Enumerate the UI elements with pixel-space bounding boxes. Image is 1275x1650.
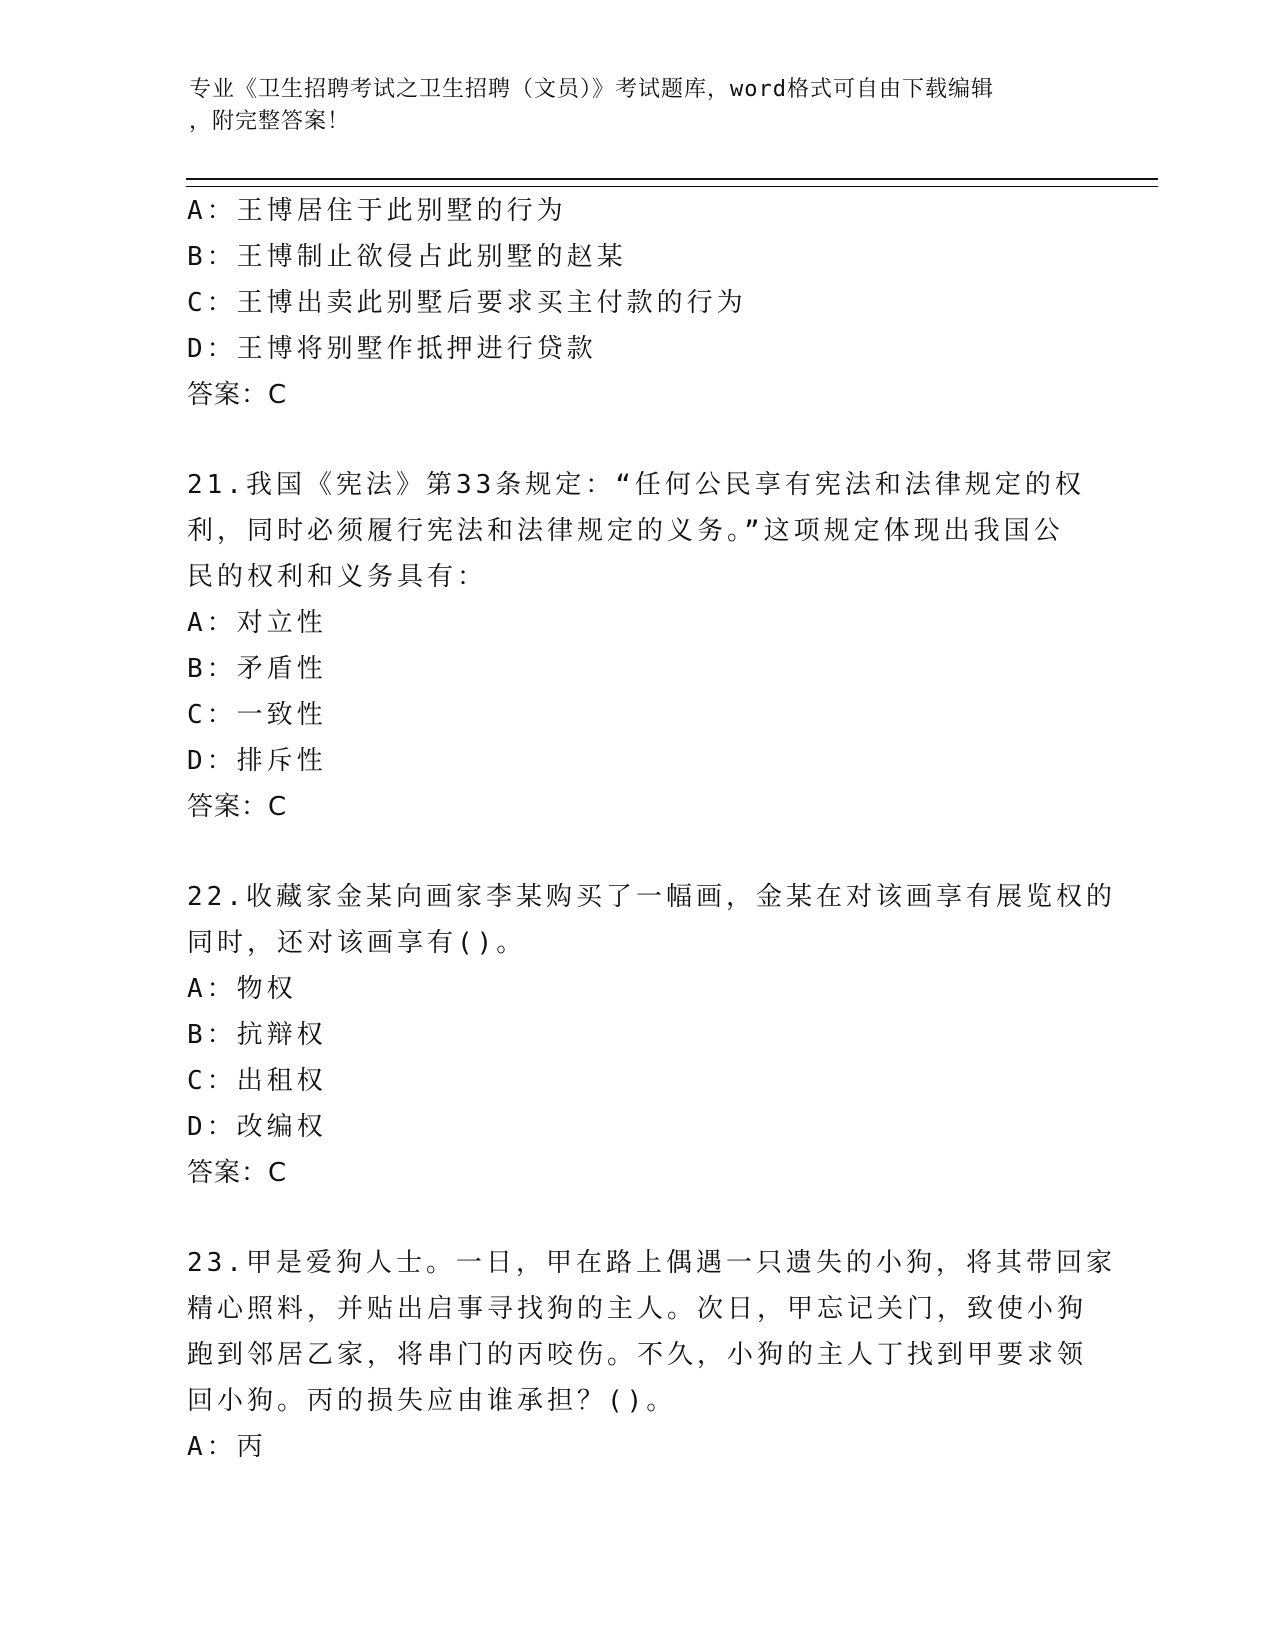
option-b: B：王博制止欲侵占此别墅的赵某	[187, 242, 627, 272]
option-b: B：矛盾性	[187, 654, 327, 684]
option-a: A：丙	[187, 1432, 267, 1462]
header-divider	[186, 178, 1158, 187]
question-23	[187, 1240, 1116, 1470]
header-line-1: 专业《卫生招聘考试之卫生招聘（文员）》考试题库，word格式可自由下载编辑	[189, 77, 994, 102]
option-b: B：抗辩权	[187, 1020, 327, 1050]
option-c: C：一致性	[187, 700, 327, 730]
answer: 答案：C	[187, 1158, 288, 1188]
question-stem: 民的权利和义务具有：	[187, 562, 488, 592]
question-stem: 22.收藏家金某向画家李某购买了一幅画，金某在对该画享有展览权的	[187, 882, 1116, 912]
option-c: C：王博出卖此别墅后要求买主付款的行为	[187, 288, 747, 318]
question-stem: 同时，还对该画享有()。	[187, 928, 527, 958]
question-stem: 23.甲是爱狗人士。一日，甲在路上偶遇一只遗失的小狗，将其带回家	[187, 1248, 1116, 1278]
question-stem: 21.我国《宪法》第33条规定：“任何公民享有宪法和法律规定的权	[187, 470, 1085, 500]
question-21	[187, 462, 1085, 830]
question-20-tail	[187, 188, 1067, 418]
question-stem: 回小狗。丙的损失应由谁承担？()。	[187, 1386, 677, 1416]
header-line-2: ，附完整答案！	[189, 109, 351, 134]
question-22	[187, 874, 1116, 1196]
answer: 答案：C	[187, 380, 288, 410]
question-stem: 利，同时必须履行宪法和法律规定的义务。”这项规定体现出我国公	[187, 516, 1064, 546]
option-a: A：王博居住于此别墅的行为	[187, 196, 567, 226]
option-a: A：物权	[187, 974, 297, 1004]
option-d: D：改编权	[187, 1112, 327, 1142]
option-d: D：排斥性	[187, 746, 327, 776]
question-stem: 跑到邻居乙家，将串门的丙咬伤。不久，小狗的主人丁找到甲要求领	[187, 1340, 1088, 1370]
answer: 答案：C	[187, 792, 288, 822]
option-c: C：出租权	[187, 1066, 327, 1096]
page-header	[189, 74, 1069, 138]
question-stem: 精心照料，并贴出启事寻找狗的主人。次日，甲忘记关门，致使小狗	[187, 1294, 1088, 1324]
option-d: D：王博将别墅作抵押进行贷款	[187, 334, 597, 364]
question-list	[187, 188, 1116, 1470]
option-a: A：对立性	[187, 608, 327, 638]
